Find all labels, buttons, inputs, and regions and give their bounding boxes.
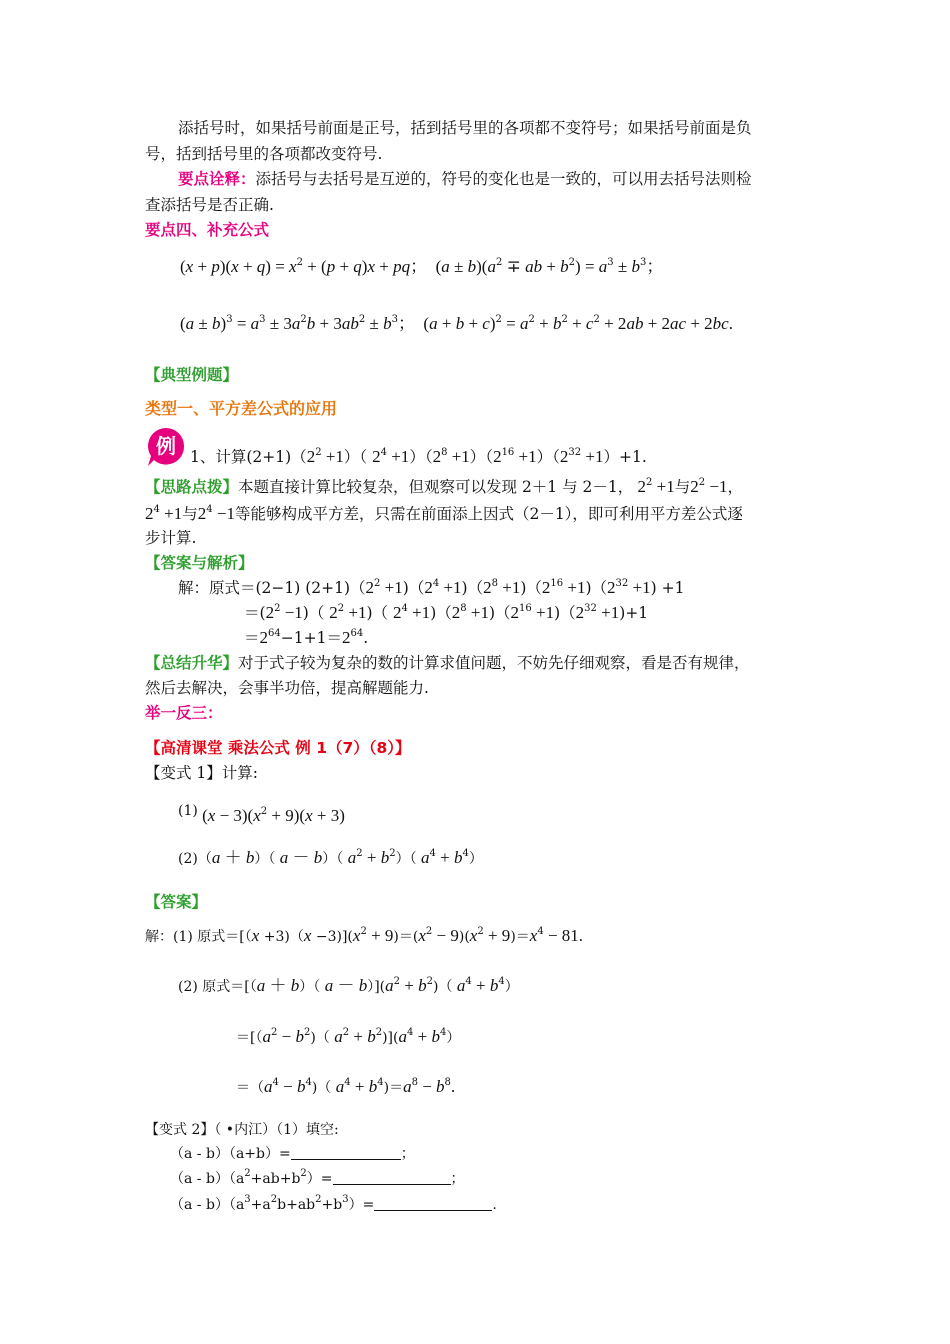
answer-plus-one: +1 [661,579,685,597]
note-line-1 [178,168,752,190]
section4-title: 要点四、补充公式 [145,221,270,239]
answer-line-3: $=2^{64}-1+1=2^{64}$. [244,628,369,647]
summary-text-1: 对于式子较为复杂的数的计算求值问题，不妨先仔细观察，看是否有规律， [238,654,750,672]
answer-line-2: $=(2^2 -1)$（ $2^2 +1$)（ $2^4 +1)(2^8 +1)(2^{16} +1)(2^{32} +1)+1$ [244,603,649,622]
hint-and: 与 [674,478,691,496]
variant1-item2: (2)（a ＋ b）（ a － b）（ $a^2 + b^2$）（ $a^4 + b^4$） [178,848,483,867]
answer2-solve2: (2) 原式＝[（ [178,979,257,995]
hint-line-1: 【思路点拨】本题直接计算比较复杂，但观察可以发现 2＋1 与 2－1， $2^2 +1$与$2^2 -1$， [145,477,743,496]
variant1-item2-num: (2) [178,851,198,867]
answer-blank-3[interactable] [374,1196,492,1211]
variant2-row1-text: （a - b）（a+b）= [170,1146,291,1162]
type1-title: 类型一、平方差公式的应用 [145,399,338,418]
hint-line-3: 步计算. [145,529,197,547]
answer-solve: 解：原式＝(2−1) (2+1)（ [178,579,366,597]
example-badge-icon [144,424,188,468]
answer2-line-4: $=(a^4 - b^4)$（ $a^4 + b^4)=a^8 - b^8$. [236,1077,456,1096]
example1-line: 1、计算$(2+1)(2^2 +1)$（ $2^4 +1)(2^8 +1)(2^{16} +1)(2^{32} +1)+1$. [190,447,647,466]
answer-line-1: 解：原式＝(2−1) $(2+1)(2^2 +1)(2^4 +1)(2^8 +1)(2^{16} +1)(2^{32} +1) +1$ [178,578,685,597]
hint-line-2: $2^4 +1$与$2^4 -1$等能够构成平方差，只需在前面添上因式（2－1），即可利用平方差公式逐 [145,504,743,523]
note-text-1: 添括号与去括号是互逆的，符号的变化也是一致的，可以用去括号法则检 [255,170,752,188]
answer-final-mid: −1+1＝ [280,629,342,647]
answer2-label: 【答案】 [145,893,208,911]
variant2-row-2: $(a - b)(a^2+ab+b^2)=$ ； [170,1168,465,1187]
answer2-line-1: 解：(1) 原式$=[(x +3)(x -3)](x^2 + 9)=(x^2 - 9)(x^2 + 9)=x^4 - 81$. [145,926,584,945]
answer2-line-3: $=[(a^2 - b^2)$（ $a^2 + b^2)](a^4 + b^4)$ [236,1027,461,1046]
variant1-item1: (1) $(x - 3)(x^2 + 9)(x + 3)$ [178,803,345,825]
note-line-2: 查添括号是否正确. [145,196,274,214]
hint-text-1: 本题直接计算比较复杂，但观察可以发现 2＋1 与 2－1， [238,478,634,496]
intro-line-1: 添括号时，如果括号前面是正号，括到括号里的各项都不变符号；如果括号前面是负 [178,119,752,137]
answer-label: 【答案与解析】 [145,554,254,572]
variant2-label: 【变式 2】（ •内江）（1）填空: [145,1122,339,1138]
variant2-row-1: （a - b）（a+b）= ； [170,1146,415,1162]
answer-blank-2[interactable] [333,1170,451,1185]
example1-tail: +1. [619,448,647,466]
answer-blank-1[interactable] [291,1145,401,1160]
formula-row-1: $(x + p)(x + q) = x^2 + (p + q)x$ + pq； $(a \pm b)(a^2$ ∓ ab + $b^2) = a^3 \pm b^3$； [180,257,664,276]
variant2-row2-text: （a - b）（a [170,1171,245,1187]
hint-label: 【思路点拨】 [145,478,239,496]
variant2-row3-text: （a - b）（a [170,1197,245,1213]
answer2-solve1: 解：(1) 原式＝[（ [145,929,252,945]
summary-line-2: 然后去解决，会事半功倍，提高解题能力. [145,679,429,697]
summary-line-1 [145,652,750,674]
juyi-label: 举一反三： [145,704,223,722]
example-badge-label: 例 [156,434,176,458]
hint-text-2a: 与 [182,505,198,523]
summary-label: 【总结升华】 [145,654,239,672]
answer2-line-2: (2) 原式＝[（a ＋ b）（ $a - b)](a^2 + b^2)$（ $a^4 + b^4$） [178,976,519,995]
formula-row-2: $(a \pm b)^3 = a^3 \pm 3a^2b + 3ab^2 \pm b^3$； $(a + b + c)^2 = a^2 + b^2 + c^2 + 2ab + 2ac + 2bc$. [180,314,733,333]
variant1-item1-num: (1) [178,803,198,819]
example1-prefix: 1、计算 [190,448,247,466]
variant1-label: 【变式 1】计算: [145,764,259,782]
intro-line-2: 号，括到括号里的各项都改变符号. [145,145,383,163]
video-label: 【高清课堂 乘法公式 例 1（7）（8）】 [145,739,411,757]
typical-examples-header: 【典型例题】 [145,366,239,384]
hint-text-2b: 等能够构成平方差，只需在前面添上因式（2－1），即可利用平方差公式逐 [234,505,743,523]
variant2-row-3: $(a - b)(a^3+a^2b+ab^2+b^3)=$ . [170,1194,497,1213]
note-label: 要点诠释： [178,170,256,188]
